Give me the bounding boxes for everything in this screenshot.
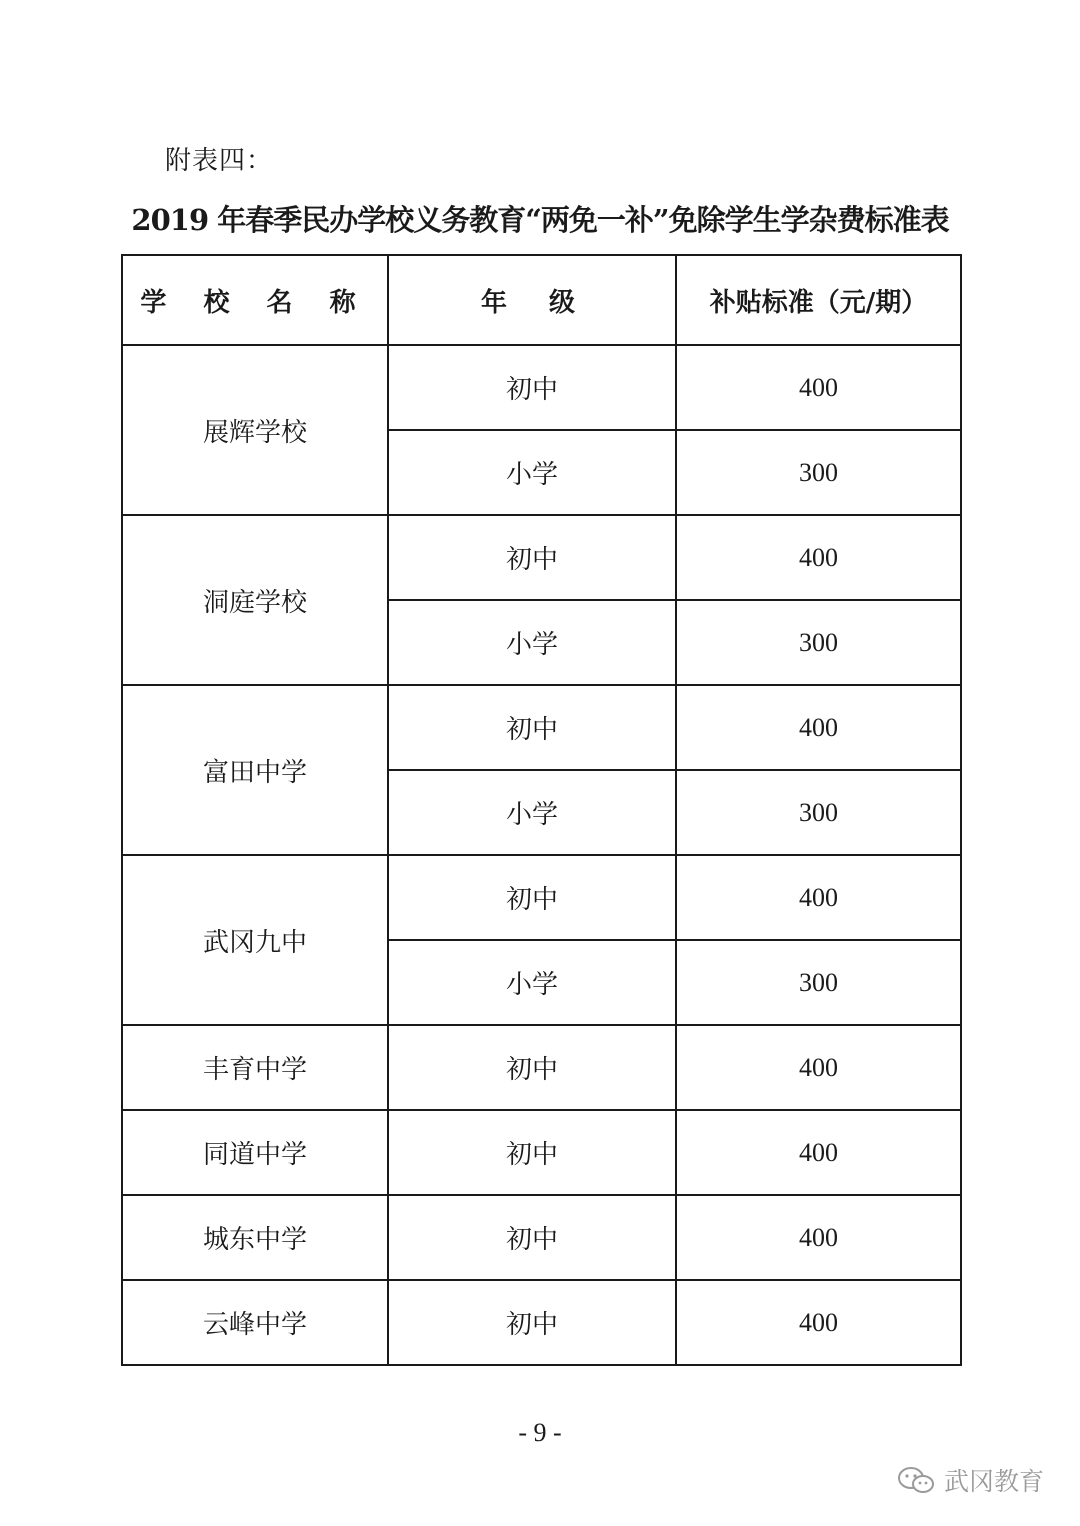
school-name-cell: 洞庭学校 — [122, 515, 388, 685]
amount-cell: 400 — [676, 1280, 961, 1365]
amount-cell: 400 — [676, 855, 961, 940]
header-grade: 年 级 — [388, 255, 676, 345]
watermark-text: 武冈教育 — [943, 1467, 1044, 1496]
table-row — [122, 515, 961, 600]
amount-cell: 300 — [676, 430, 961, 515]
table-row — [122, 1025, 961, 1110]
table-row — [122, 685, 961, 770]
annex-label: 附表四： — [165, 146, 274, 176]
grade-cell: 初中 — [388, 1195, 676, 1280]
grade-cell: 初中 — [388, 345, 676, 430]
document-title: 2019 年春季民办学校义务教育“两免一补”免除学生学杂费标准表 — [131, 203, 949, 237]
header-subsidy-standard: 补贴标准（元/期） — [676, 255, 961, 345]
table-row — [122, 1280, 961, 1365]
grade-cell: 初中 — [388, 855, 676, 940]
grade-cell: 初中 — [388, 685, 676, 770]
grade-cell: 初中 — [388, 515, 676, 600]
table-row — [122, 855, 961, 940]
grade-cell: 小学 — [388, 600, 676, 685]
table-header-row — [122, 255, 961, 345]
header-school-name: 学 校 名 称 — [122, 255, 388, 345]
table-row — [122, 1195, 961, 1280]
amount-cell: 400 — [676, 1195, 961, 1280]
school-name-cell: 展辉学校 — [122, 345, 388, 515]
school-name-cell: 城东中学 — [122, 1195, 388, 1280]
page-number: - 9 - — [518, 1418, 562, 1447]
grade-cell: 初中 — [388, 1110, 676, 1195]
amount-cell: 400 — [676, 1025, 961, 1110]
grade-cell: 小学 — [388, 430, 676, 515]
table-row — [122, 1110, 961, 1195]
amount-cell: 300 — [676, 770, 961, 855]
school-name-cell: 富田中学 — [122, 685, 388, 855]
amount-cell: 400 — [676, 1110, 961, 1195]
amount-cell: 400 — [676, 515, 961, 600]
amount-cell: 400 — [676, 685, 961, 770]
school-name-cell: 武冈九中 — [122, 855, 388, 1025]
school-name-cell: 同道中学 — [122, 1110, 388, 1195]
table-row — [122, 345, 961, 430]
school-name-cell: 云峰中学 — [122, 1280, 388, 1365]
grade-cell: 初中 — [388, 1280, 676, 1365]
amount-cell: 400 — [676, 345, 961, 430]
grade-cell: 小学 — [388, 940, 676, 1025]
grade-cell: 初中 — [388, 1025, 676, 1110]
wechat-icon — [896, 1465, 936, 1495]
fee-standard-table — [121, 254, 962, 1366]
school-name-cell: 丰育中学 — [122, 1025, 388, 1110]
watermark — [896, 1462, 1044, 1498]
amount-cell: 300 — [676, 940, 961, 1025]
amount-cell: 300 — [676, 600, 961, 685]
grade-cell: 小学 — [388, 770, 676, 855]
